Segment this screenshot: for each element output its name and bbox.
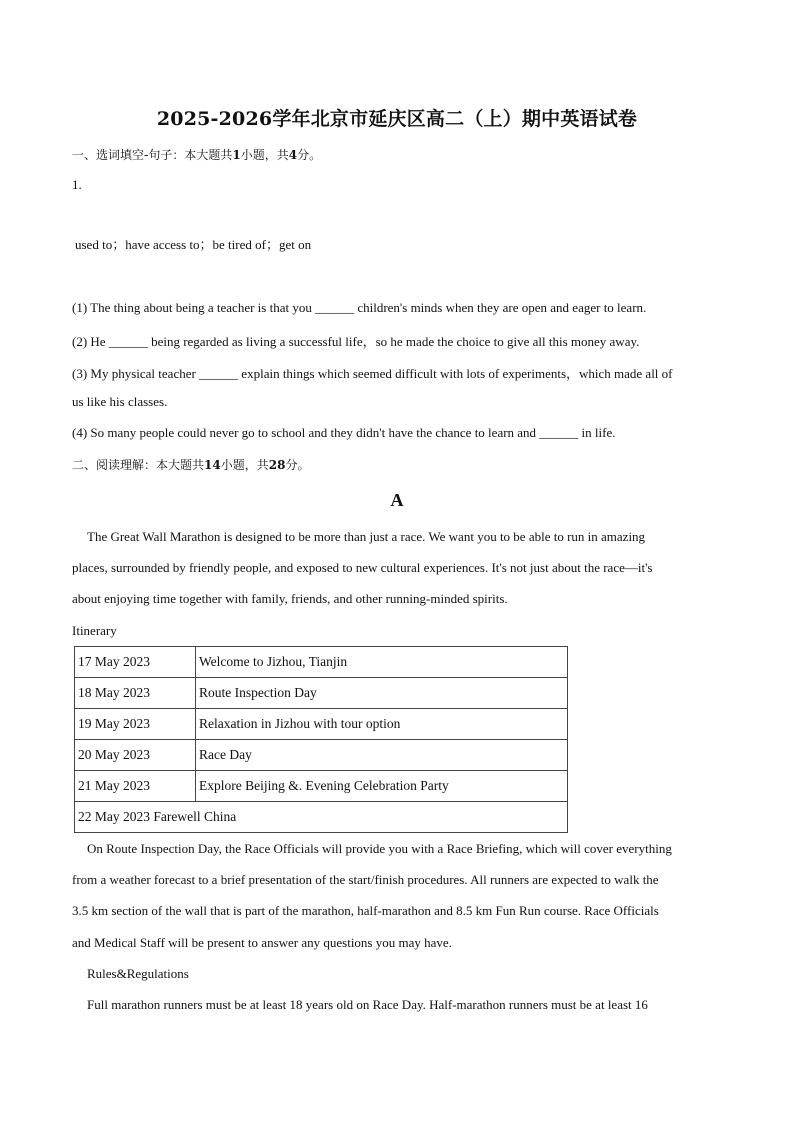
fill-item-4: (4) So many people could never go to school and they didn't have the chance to learn and ______ in life. — [72, 425, 616, 440]
itinerary-date: 19 May 2023 — [75, 709, 196, 740]
body-line-1: On Route Inspection Day, the Race Officials will provide you with a Race Briefing, which will cover everything — [87, 841, 672, 856]
word-bank: used to；have access to；be tired of；get on — [75, 237, 312, 252]
body-line-2: from a weather forecast to a brief presentation of the start/finish procedures. All runners are expected to walk the — [72, 872, 659, 887]
itinerary-event: Race Day — [196, 740, 568, 771]
fill-item-3: (3) My physical teacher ______ explain things which seemed difficult with lots of experiments，which made all of — [72, 366, 673, 381]
itinerary-table — [74, 646, 568, 833]
section2-heading: 二、阅读理解：本大题共14小题，共28分。 — [72, 458, 310, 472]
rules-heading: Rules&Regulations — [87, 966, 189, 981]
itinerary-event: Route Inspection Day — [196, 678, 568, 709]
table-row — [75, 802, 568, 833]
table-row — [75, 709, 568, 740]
table-row — [75, 647, 568, 678]
itinerary-date: 18 May 2023 — [75, 678, 196, 709]
intro-line-3: about enjoying time together with family, friends, and other running-minded spirits. — [72, 591, 508, 606]
question-number: 1. — [72, 177, 82, 192]
passage-label: A — [390, 490, 404, 510]
fill-item-1: (1) The thing about being a teacher is that you ______ children's minds when they are open and eager to learn. — [72, 300, 647, 315]
rules-text: Full marathon runners must be at least 18 years old on Race Day. Half-marathon runners must be at least 16 — [87, 997, 648, 1012]
itinerary-date: 17 May 2023 — [75, 647, 196, 678]
itinerary-date: 21 May 2023 — [75, 771, 196, 802]
itinerary-label: Itinerary — [72, 623, 117, 638]
body-line-4: and Medical Staff will be present to answer any questions you may have. — [72, 935, 452, 950]
itinerary-date: 20 May 2023 — [75, 740, 196, 771]
itinerary-last-row: 22 May 2023 Farewell China — [75, 802, 568, 833]
section1-heading: 一、选词填空-句子：本大题共1小题，共4分。 — [72, 148, 322, 162]
itinerary-event: Relaxation in Jizhou with tour option — [196, 709, 568, 740]
table-row — [75, 740, 568, 771]
fill-item-2: (2) He ______ being regarded as living a successful life，so he made the choice to give all this money away. — [72, 334, 640, 349]
intro-line-2: places, surrounded by friendly people, and exposed to new cultural experiences. It's not just about the race—it's — [72, 560, 653, 575]
table-row — [75, 678, 568, 709]
exam-title: 2025-2026学年北京市延庆区高二（上）期中英语试卷 — [156, 108, 638, 130]
itinerary-event: Explore Beijing &. Evening Celebration Party — [196, 771, 568, 802]
intro-line-1: The Great Wall Marathon is designed to be more than just a race. We want you to be able to run in amazing — [87, 529, 646, 544]
itinerary-event: Welcome to Jizhou, Tianjin — [196, 647, 568, 678]
body-line-3: 3.5 km section of the wall that is part of the marathon, half-marathon and 8.5 km Fun Run course. Race Officials — [72, 903, 659, 918]
fill-item-3-cont: us like his classes. — [72, 394, 168, 409]
table-row — [75, 771, 568, 802]
